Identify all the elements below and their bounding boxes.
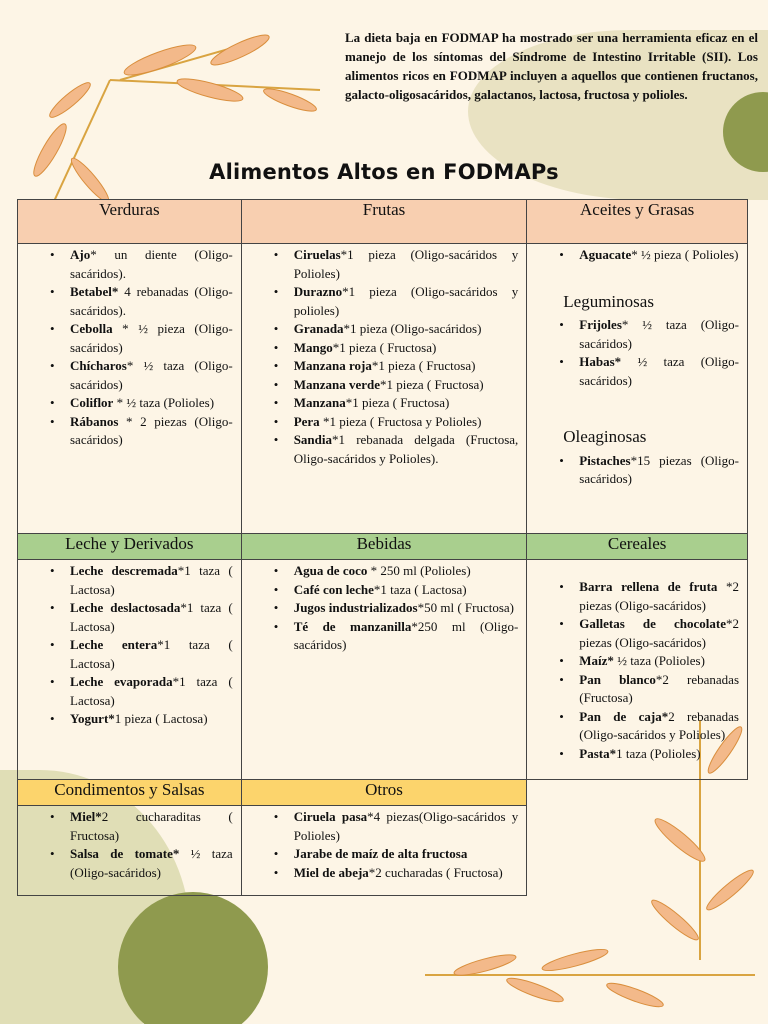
food-portion: * ½ taza (Oligo-sacáridos) bbox=[70, 358, 233, 392]
list-verduras bbox=[24, 246, 233, 450]
food-portion: *50 ml ( Fructosa) bbox=[417, 600, 515, 615]
food-name: Miel de abeja bbox=[293, 864, 369, 880]
food-portion: *1 taza ( Lactosa) bbox=[70, 674, 233, 708]
food-portion: * un diente (Oligo-sacáridos). bbox=[70, 247, 233, 281]
food-item bbox=[24, 246, 233, 283]
list-leche bbox=[24, 562, 233, 729]
food-name: Rábanos bbox=[70, 413, 119, 429]
food-portion: *1 rebanada delgada (Fructosa, Oligo-sacáridos y Polioles). bbox=[293, 432, 519, 466]
food-portion: *1 pieza ( Fructosa y Polioles) bbox=[319, 413, 482, 429]
header-leche: Leche y Derivados bbox=[18, 534, 242, 560]
intro-paragraph: La dieta baja en FODMAP ha mostrado ser una herramienta eficaz en el manejo de los síntomas del Síndrome de Intestino Irritable (SII). Los alimentos ricos en FODMAP incluyen a aquellos que contienen fructanos, galacto-oligosacáridos, galactanos, lactosa, fructosa y polioles. bbox=[345, 30, 758, 102]
food-name: Cebolla bbox=[70, 321, 113, 336]
food-item bbox=[248, 376, 519, 395]
cell-verduras bbox=[18, 244, 242, 534]
fodmap-table bbox=[17, 199, 748, 896]
food-portion: * ½ pieza ( Polioles) bbox=[631, 247, 739, 262]
list-leguminosas bbox=[533, 316, 739, 390]
food-portion: ½ taza (Oligo-sacáridos) bbox=[70, 846, 233, 880]
food-name: Pasta* bbox=[579, 745, 617, 761]
food-name: Habas* bbox=[579, 354, 622, 369]
food-item bbox=[533, 578, 739, 615]
header-frutas: Frutas bbox=[241, 200, 527, 244]
cell-aceites bbox=[527, 244, 748, 534]
list-cereales bbox=[533, 578, 739, 763]
food-name: Leche deslactosada bbox=[70, 600, 181, 615]
food-item bbox=[248, 864, 519, 883]
food-name: Betabel* bbox=[70, 284, 119, 299]
header-bebidas: Bebidas bbox=[241, 534, 527, 560]
food-name: Barra rellena de fruta bbox=[579, 579, 718, 594]
food-item bbox=[24, 808, 233, 845]
food-name: Galletas de chocolate bbox=[579, 616, 726, 631]
list-aceites bbox=[533, 246, 739, 265]
food-name: Salsa de tomate* bbox=[70, 846, 180, 861]
cell-bebidas bbox=[241, 560, 527, 780]
list-oleaginosas bbox=[533, 452, 739, 489]
list-condimentos bbox=[24, 808, 233, 882]
food-portion: *1 pieza (Oligo-sacáridos y Polioles) bbox=[293, 247, 519, 281]
food-portion: * 250 ml (Polioles) bbox=[367, 563, 471, 578]
food-name: Chícharos bbox=[70, 358, 127, 373]
food-name: Agua de coco bbox=[293, 563, 368, 578]
food-item bbox=[248, 562, 519, 581]
header-otros: Otros bbox=[241, 780, 527, 806]
header-aceites: Aceites y Grasas bbox=[527, 200, 748, 244]
food-item bbox=[248, 845, 519, 864]
food-portion: ½ taza (Polioles) bbox=[613, 653, 705, 668]
food-name: Café con leche bbox=[293, 581, 374, 597]
cell-otros bbox=[241, 806, 527, 896]
list-frutas bbox=[248, 246, 519, 468]
food-portion: *1 pieza ( Fructosa) bbox=[371, 358, 476, 373]
food-item bbox=[24, 562, 233, 599]
food-portion: *2 piezas (Oligo-sacáridos) bbox=[579, 579, 739, 613]
food-portion: 4 rebanadas (Oligo-sacáridos). bbox=[70, 284, 233, 318]
food-name: Manzana bbox=[293, 395, 346, 410]
food-portion: 1 taza (Polioles) bbox=[616, 745, 701, 761]
food-name: Granada bbox=[293, 321, 344, 336]
list-bebidas bbox=[248, 562, 519, 655]
food-item bbox=[24, 413, 233, 450]
food-name: Miel* bbox=[70, 809, 102, 824]
empty-cell bbox=[527, 806, 748, 896]
food-name: Coliflor bbox=[70, 395, 114, 410]
food-portion: 1 pieza ( Lactosa) bbox=[114, 711, 208, 726]
food-item bbox=[24, 599, 233, 636]
food-name: Jarabe de maíz de alta fructosa bbox=[293, 846, 468, 861]
food-item bbox=[533, 671, 739, 708]
food-portion: * ½ taza (Polioles) bbox=[113, 395, 215, 410]
page-title: Alimentos Altos en FODMAPs bbox=[209, 160, 559, 184]
food-item bbox=[248, 581, 519, 600]
food-item bbox=[24, 636, 233, 673]
cell-frutas bbox=[241, 244, 527, 534]
food-name: Pera bbox=[293, 413, 320, 429]
food-item bbox=[248, 599, 519, 618]
food-item bbox=[24, 283, 233, 320]
food-item bbox=[533, 246, 739, 265]
food-portion: * ½ taza (Oligo-sacáridos) bbox=[579, 317, 739, 351]
food-portion: * 2 piezas (Oligo-sacáridos) bbox=[70, 413, 233, 447]
food-portion: *1 pieza ( Fructosa) bbox=[345, 395, 450, 410]
food-name: Leche evaporada bbox=[70, 674, 173, 689]
food-item bbox=[248, 413, 519, 432]
food-name: Manzana verde bbox=[293, 376, 380, 392]
food-item bbox=[24, 357, 233, 394]
food-portion: *1 taza ( Lactosa) bbox=[70, 600, 233, 634]
food-name: Pan de caja* bbox=[579, 708, 669, 724]
food-name: Jugos industrializados bbox=[293, 600, 418, 615]
food-name: Ajo bbox=[70, 247, 91, 262]
food-name: Pan blanco bbox=[579, 671, 656, 687]
food-name: Leche descremada bbox=[70, 563, 178, 578]
food-portion: *1 pieza (Oligo-sacáridos) bbox=[343, 321, 482, 336]
header-verduras: Verduras bbox=[18, 200, 242, 244]
food-portion: 2 cucharaditas ( Fructosa) bbox=[70, 809, 233, 843]
food-name: Ciruela pasa bbox=[293, 809, 368, 824]
food-item bbox=[24, 673, 233, 710]
food-item bbox=[533, 353, 739, 390]
food-item bbox=[533, 316, 739, 353]
food-item bbox=[248, 394, 519, 413]
food-portion: *15 piezas (Oligo-sacáridos) bbox=[579, 452, 739, 486]
food-portion: 2 rebanadas (Oligo-sacáridos y Polioles) bbox=[579, 708, 739, 742]
subheading-oleaginosas: Oleaginosas bbox=[563, 427, 647, 446]
header-cereales: Cereales bbox=[527, 534, 748, 560]
food-portion: *1 pieza (Oligo-sacáridos y polioles) bbox=[293, 284, 519, 318]
header-condimentos: Condimentos y Salsas bbox=[18, 780, 242, 806]
food-name: Yogurt* bbox=[70, 711, 115, 726]
food-name: Frijoles bbox=[579, 317, 622, 332]
food-portion: *4 piezas(Oligo-sacáridos y Polioles) bbox=[293, 809, 519, 843]
food-item bbox=[24, 394, 233, 413]
empty-cell bbox=[527, 780, 748, 806]
food-item bbox=[248, 808, 519, 845]
food-name: Té de manzanilla bbox=[293, 618, 412, 634]
food-item bbox=[533, 745, 739, 764]
food-name: Durazno bbox=[293, 284, 343, 299]
food-name: Mango bbox=[293, 339, 333, 355]
food-item bbox=[533, 708, 739, 745]
food-portion: *2 cucharadas ( Fructosa) bbox=[368, 864, 503, 880]
food-portion: * ½ pieza (Oligo-sacáridos) bbox=[70, 321, 233, 355]
cell-cereales bbox=[527, 560, 748, 780]
food-portion: *1 pieza ( Fructosa) bbox=[332, 339, 437, 355]
food-item bbox=[533, 452, 739, 489]
food-item bbox=[533, 615, 739, 652]
food-item bbox=[533, 652, 739, 671]
food-item bbox=[248, 283, 519, 320]
food-item bbox=[24, 320, 233, 357]
food-name: Maíz* bbox=[579, 653, 614, 668]
food-name: Leche entera bbox=[70, 637, 158, 652]
food-item bbox=[24, 845, 233, 882]
food-name: Aguacate bbox=[579, 247, 632, 262]
food-item bbox=[248, 339, 519, 358]
food-portion: ½ taza (Oligo-sacáridos) bbox=[579, 354, 739, 388]
food-item bbox=[248, 618, 519, 655]
food-name: Sandia bbox=[293, 432, 333, 447]
food-item bbox=[248, 246, 519, 283]
food-portion: *1 taza ( Lactosa) bbox=[373, 581, 467, 597]
cell-leche bbox=[18, 560, 242, 780]
cell-condimentos bbox=[18, 806, 242, 896]
food-name: Pistaches bbox=[579, 452, 631, 468]
food-portion: *250 ml (Oligo-sacáridos) bbox=[293, 618, 519, 652]
list-otros bbox=[248, 808, 519, 882]
food-name: Manzana roja bbox=[293, 358, 372, 373]
food-portion: *2 rebanadas (Fructosa) bbox=[579, 671, 740, 705]
food-item bbox=[24, 710, 233, 729]
food-portion: *1 pieza ( Fructosa) bbox=[380, 376, 484, 392]
food-portion: *1 taza ( Lactosa) bbox=[70, 563, 233, 597]
food-item bbox=[248, 320, 519, 339]
food-portion: *2 piezas (Oligo-sacáridos) bbox=[579, 616, 739, 650]
subheading-leguminosas: Leguminosas bbox=[563, 291, 654, 311]
food-item bbox=[248, 431, 519, 468]
food-name: Ciruelas bbox=[293, 247, 341, 262]
food-portion: *1 taza ( Lactosa) bbox=[70, 637, 233, 671]
decorative-circle-bottom bbox=[118, 892, 268, 1024]
food-item bbox=[248, 357, 519, 376]
